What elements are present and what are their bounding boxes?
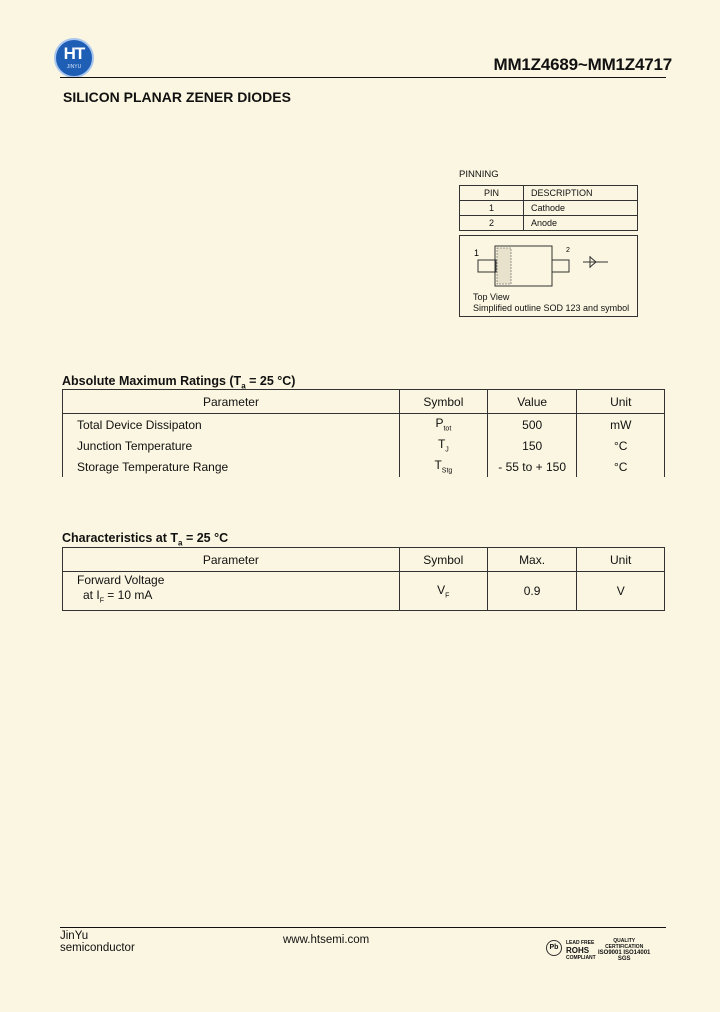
parameter-cell: Storage Temperature Range <box>63 456 400 477</box>
value-cell: - 55 to + 150 <box>487 456 577 477</box>
table-row <box>63 435 665 456</box>
max-cell: 0.9 <box>487 572 577 611</box>
outline-caption <box>473 292 629 314</box>
outline-description: Simplified outline SOD 123 and symbol <box>473 303 630 313</box>
symbol-cell: $V_F$ <box>399 572 487 611</box>
pb-free-icon: Pb <box>546 940 562 956</box>
unit-cell: °C <box>577 435 665 456</box>
company-line2: semiconductor <box>60 942 135 954</box>
parameter-header: Parameter <box>63 548 400 572</box>
pinning-table <box>459 185 638 231</box>
footer-rule <box>60 927 666 928</box>
pin-description: Cathode <box>524 201 638 216</box>
pinning-label: PINNING <box>459 169 499 180</box>
top-view-label: Top View <box>473 292 510 302</box>
unit-cell: mW <box>577 414 665 436</box>
pin1-label: 1 <box>474 248 480 258</box>
symbol-header: Symbol <box>399 548 487 572</box>
parameter-cell: Forward Voltage at $I_F = 10$ mA <box>63 572 400 611</box>
characteristics-table <box>62 547 665 611</box>
part-number-title: MM1Z4689~MM1Z4717 <box>493 55 672 74</box>
unit-header: Unit <box>577 390 665 414</box>
company-logo <box>54 38 94 78</box>
logo-text: HT <box>63 44 85 63</box>
max-header: Max. <box>487 548 577 572</box>
symbol-cell: $T_J$ <box>399 435 487 456</box>
parameter-header: Parameter <box>63 390 400 414</box>
symbol-header: Symbol <box>399 390 487 414</box>
pin-number: 1 <box>460 201 524 216</box>
pin-description: Anode <box>524 216 638 231</box>
parameter-cell: Total Device Dissipaton <box>63 414 400 436</box>
parameter-cell: Junction Temperature <box>63 435 400 456</box>
table-row <box>63 572 665 611</box>
abs-max-title: Absolute Maximum Ratings ($T_a = 25$ °C) <box>62 374 296 391</box>
pin-column-header: PIN <box>460 186 524 201</box>
quality-certification-badge: QUALITY CERTIFICATION ISO9001 ISO14001 SGS <box>598 938 651 962</box>
value-cell: 500 <box>487 414 577 436</box>
page-subtitle: SILICON PLANAR ZENER DIODES <box>63 89 291 105</box>
abs-max-table <box>62 389 665 477</box>
rohs-badge: LEAD FREE ROHS COMPLIANT <box>566 940 596 961</box>
header-rule <box>60 77 666 78</box>
package-outline-box <box>459 235 638 317</box>
value-header: Value <box>487 390 577 414</box>
symbol-cell: $P_{tot}$ <box>399 414 487 436</box>
package-outline-diagram <box>460 236 637 290</box>
unit-cell: °C <box>577 456 665 477</box>
characteristics-title: Characteristics at $T_a = 25$ °C <box>62 531 229 548</box>
pin-number: 2 <box>460 216 524 231</box>
pin2-label: 2 <box>566 247 570 254</box>
logo-subtext: JINYU <box>66 64 82 70</box>
description-column-header: DESCRIPTION <box>524 186 638 201</box>
unit-header: Unit <box>577 548 665 572</box>
company-line1: JinYu <box>60 930 89 942</box>
symbol-cell: $T_{Stg}$ <box>399 456 487 477</box>
company-name <box>60 930 135 954</box>
unit-cell: V <box>577 572 665 611</box>
website-link[interactable]: www.htsemi.com <box>283 934 370 946</box>
value-cell: 150 <box>487 435 577 456</box>
table-row <box>63 414 665 436</box>
table-row <box>63 456 665 477</box>
